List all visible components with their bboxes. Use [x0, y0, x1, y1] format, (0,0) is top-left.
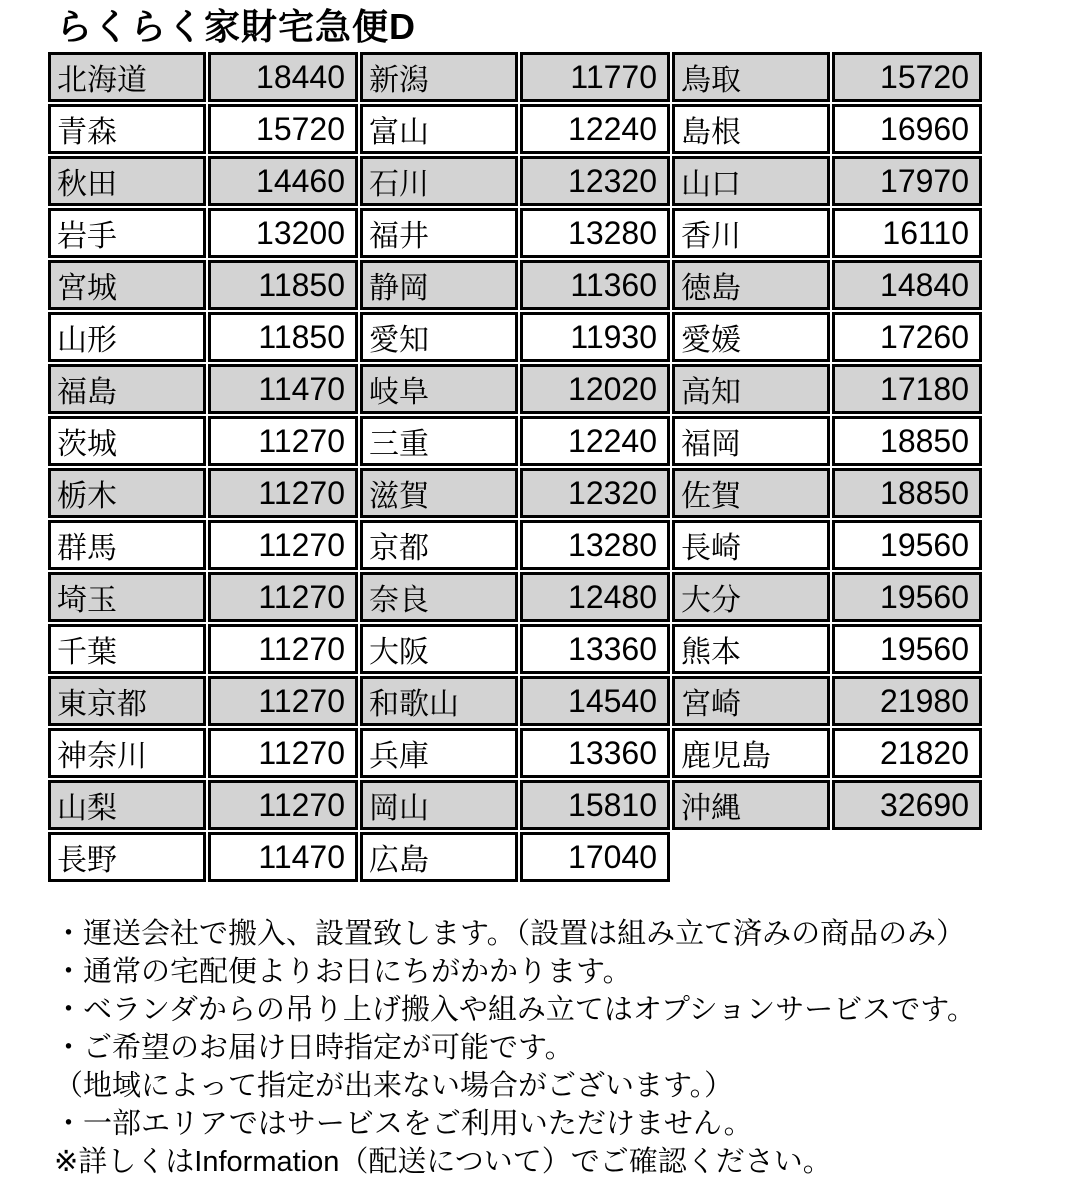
table-row — [48, 468, 982, 518]
table-row — [48, 312, 982, 362]
price-cell: 32690 — [832, 780, 982, 830]
table-row — [48, 364, 982, 414]
price-cell: 11470 — [208, 832, 358, 882]
price-cell: 11270 — [208, 728, 358, 778]
price-cell: 17040 — [520, 832, 670, 882]
prefecture-cell: 京都 — [360, 520, 518, 570]
table-row — [48, 260, 982, 310]
price-cell: 21980 — [832, 676, 982, 726]
prefecture-cell: 高知 — [672, 364, 830, 414]
prefecture-cell: 三重 — [360, 416, 518, 466]
table-row — [48, 52, 982, 102]
table-row — [48, 520, 982, 570]
prefecture-cell: 兵庫 — [360, 728, 518, 778]
table-row — [48, 104, 982, 154]
table-row — [48, 728, 982, 778]
prefecture-cell: 島根 — [672, 104, 830, 154]
price-cell: 11270 — [208, 572, 358, 622]
prefecture-cell: 北海道 — [48, 52, 206, 102]
price-cell: 11270 — [208, 624, 358, 674]
notes-list — [54, 915, 1080, 1181]
prefecture-cell: 東京都 — [48, 676, 206, 726]
price-cell: 12320 — [520, 156, 670, 206]
prefecture-cell: 山形 — [48, 312, 206, 362]
price-cell: 21820 — [832, 728, 982, 778]
table-row — [48, 780, 982, 830]
price-cell: 11270 — [208, 468, 358, 518]
prefecture-cell: 福岡 — [672, 416, 830, 466]
prefecture-cell: 福井 — [360, 208, 518, 258]
empty-cell — [832, 832, 982, 882]
note-line: ・ベランダからの吊り上げ搬入や組み立てはオプションサービスです。 — [54, 994, 976, 1026]
prefecture-cell: 広島 — [360, 832, 518, 882]
prefecture-cell: 鹿児島 — [672, 728, 830, 778]
price-cell: 18850 — [832, 416, 982, 466]
prefecture-cell: 石川 — [360, 156, 518, 206]
price-cell: 12020 — [520, 364, 670, 414]
price-cell: 11270 — [208, 676, 358, 726]
price-cell: 11470 — [208, 364, 358, 414]
prefecture-cell: 奈良 — [360, 572, 518, 622]
price-cell: 12240 — [520, 104, 670, 154]
note-line: ・通常の宅配便よりお日にちがかかります。 — [54, 956, 632, 988]
price-cell: 11770 — [520, 52, 670, 102]
prefecture-cell: 滋賀 — [360, 468, 518, 518]
prefecture-cell: 神奈川 — [48, 728, 206, 778]
price-cell: 14540 — [520, 676, 670, 726]
note-line: ・ご希望のお届け日時指定が可能です。 — [54, 1032, 574, 1064]
table-row — [48, 208, 982, 258]
prefecture-cell: 愛知 — [360, 312, 518, 362]
prefecture-cell: 宮城 — [48, 260, 206, 310]
price-cell: 11270 — [208, 416, 358, 466]
note-line: （地域によって指定が出来ない場合がございます。） — [54, 1070, 734, 1102]
price-cell: 15720 — [832, 52, 982, 102]
prefecture-cell: 静岡 — [360, 260, 518, 310]
prefecture-cell: 沖縄 — [672, 780, 830, 830]
price-cell: 11850 — [208, 312, 358, 362]
price-cell: 13280 — [520, 520, 670, 570]
prefecture-cell: 千葉 — [48, 624, 206, 674]
shipping-fee-table — [46, 50, 984, 884]
prefecture-cell: 愛媛 — [672, 312, 830, 362]
prefecture-cell: 群馬 — [48, 520, 206, 570]
price-cell: 13200 — [208, 208, 358, 258]
prefecture-cell: 山口 — [672, 156, 830, 206]
note-line: ※詳しくはInformation（配送について）でご確認ください。 — [54, 1146, 832, 1178]
price-cell: 11930 — [520, 312, 670, 362]
price-cell: 13360 — [520, 728, 670, 778]
price-cell: 14460 — [208, 156, 358, 206]
prefecture-cell: 岩手 — [48, 208, 206, 258]
price-cell: 19560 — [832, 572, 982, 622]
price-cell: 16960 — [832, 104, 982, 154]
price-cell: 13280 — [520, 208, 670, 258]
price-cell: 11360 — [520, 260, 670, 310]
prefecture-cell: 青森 — [48, 104, 206, 154]
prefecture-cell: 茨城 — [48, 416, 206, 466]
note-line: ・一部エリアではサービスをご利用いただけません。 — [54, 1108, 753, 1140]
price-cell: 15810 — [520, 780, 670, 830]
table-row — [48, 156, 982, 206]
table-row — [48, 624, 982, 674]
prefecture-cell: 大阪 — [360, 624, 518, 674]
price-cell: 11270 — [208, 520, 358, 570]
table-row — [48, 416, 982, 466]
prefecture-cell: 栃木 — [48, 468, 206, 518]
table-row — [48, 676, 982, 726]
price-cell: 12480 — [520, 572, 670, 622]
price-cell: 19560 — [832, 624, 982, 674]
prefecture-cell: 熊本 — [672, 624, 830, 674]
price-cell: 13360 — [520, 624, 670, 674]
price-cell: 11850 — [208, 260, 358, 310]
price-cell: 17260 — [832, 312, 982, 362]
table-row — [48, 832, 982, 882]
prefecture-cell: 香川 — [672, 208, 830, 258]
prefecture-cell: 長野 — [48, 832, 206, 882]
price-cell: 12240 — [520, 416, 670, 466]
price-cell: 12320 — [520, 468, 670, 518]
prefecture-cell: 和歌山 — [360, 676, 518, 726]
prefecture-cell: 富山 — [360, 104, 518, 154]
price-cell: 16110 — [832, 208, 982, 258]
prefecture-cell: 鳥取 — [672, 52, 830, 102]
prefecture-cell: 岡山 — [360, 780, 518, 830]
prefecture-cell: 山梨 — [48, 780, 206, 830]
empty-cell — [672, 832, 830, 882]
prefecture-cell: 福島 — [48, 364, 206, 414]
price-cell: 19560 — [832, 520, 982, 570]
prefecture-cell: 新潟 — [360, 52, 518, 102]
prefecture-cell: 徳島 — [672, 260, 830, 310]
prefecture-cell: 宮崎 — [672, 676, 830, 726]
price-cell: 15720 — [208, 104, 358, 154]
price-cell: 17970 — [832, 156, 982, 206]
table-row — [48, 572, 982, 622]
note-line: ・運送会社で搬入、設置致します。（設置は組み立て済みの商品のみ） — [54, 918, 966, 950]
prefecture-cell: 佐賀 — [672, 468, 830, 518]
price-cell: 14840 — [832, 260, 982, 310]
price-cell: 11270 — [208, 780, 358, 830]
prefecture-cell: 岐阜 — [360, 364, 518, 414]
price-cell: 18440 — [208, 52, 358, 102]
prefecture-cell: 長崎 — [672, 520, 830, 570]
prefecture-cell: 大分 — [672, 572, 830, 622]
shipping-fee-table-body — [48, 52, 982, 882]
prefecture-cell: 秋田 — [48, 156, 206, 206]
prefecture-cell: 埼玉 — [48, 572, 206, 622]
price-cell: 17180 — [832, 364, 982, 414]
price-cell: 18850 — [832, 468, 982, 518]
page-title: らくらく家財宅急便D — [56, 6, 416, 47]
